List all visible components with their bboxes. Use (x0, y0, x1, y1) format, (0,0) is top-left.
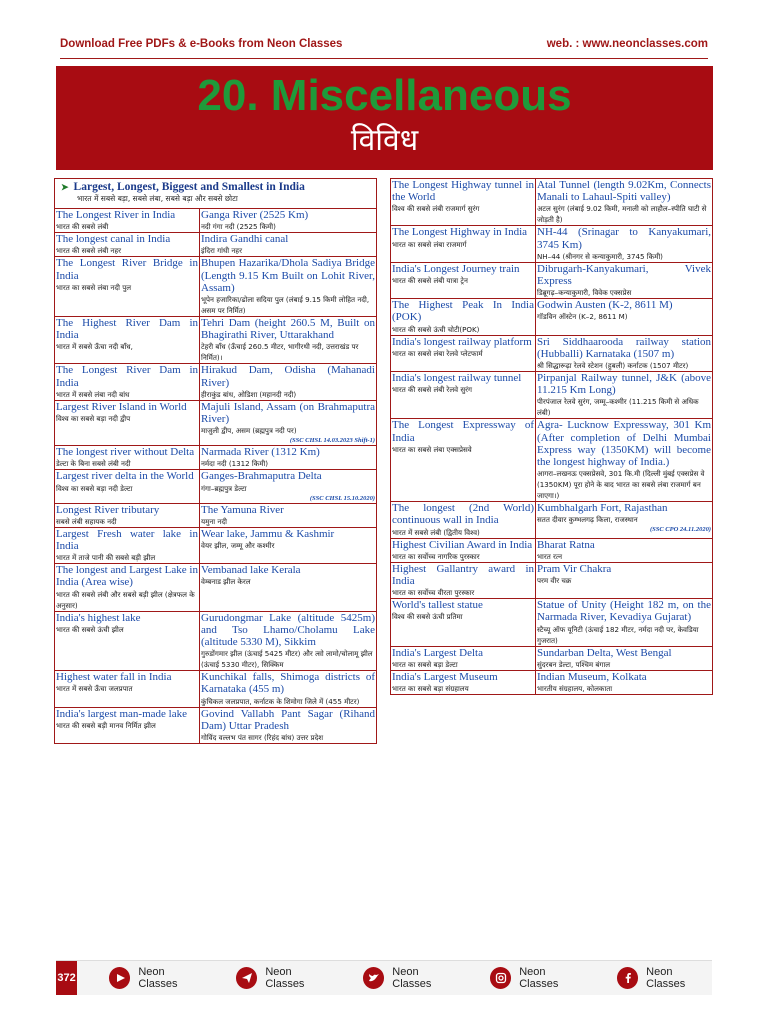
fact-answer-hi: स्टैच्यू ऑफ यूनिटी (ऊंचाई 182 मीटर, नर्मदा नदी पर, केवडिया गुजरात) (537, 624, 699, 645)
fact-row (55, 707, 377, 743)
fact-question-hi: भारत का सबसे लंबा राजमार्ग (392, 239, 467, 249)
fact-row (55, 446, 377, 470)
youtube-icon (109, 967, 130, 989)
fact-question-en: The Longest River Dam in India (56, 364, 198, 389)
fact-question-hi: विश्व का सबसे बड़ा नदी द्वीप (56, 414, 131, 424)
fact-answer-cell (536, 179, 713, 226)
fact-answer-hi: वेयर झील, जम्मू और कश्मीर (201, 541, 275, 551)
fact-answer-cell (200, 527, 377, 563)
fact-answer-en: Indira Gandhi canal (201, 233, 289, 246)
fact-row (55, 470, 377, 503)
fact-question-hi: विश्व का सबसे बड़ा नदी डेल्टा (56, 483, 133, 493)
fact-question-cell (391, 419, 536, 502)
fact-answer-en: The Yamuna River (201, 503, 284, 516)
section-heading (54, 178, 377, 208)
fact-question-hi: भारत का सर्वोच्च वीरता पुरस्कार (392, 588, 475, 598)
fact-answer-cell (200, 564, 377, 611)
fact-question-cell (391, 179, 536, 226)
right-facts-table (390, 178, 713, 695)
fact-question-cell (391, 599, 536, 646)
fact-answer-hi: श्री सिद्धारूढ़ा रेलवे स्टेशन (हुबली) कर्नाटक (1507 मीटर) (537, 361, 689, 371)
fact-question-hi: भारत की सबसे लंबी रेलवे सुरंग (392, 385, 473, 395)
fact-question-hi: भारत की सबसे ऊंची झील (56, 624, 124, 634)
fact-answer-en: Atal Tunnel (length 9.02Km, Connects Manali to Lahaul-Spiti valley) (537, 179, 711, 204)
fact-row (391, 226, 713, 262)
fact-answer-hi: डिब्रूगढ़–कन्याकुमारी, विवेक एक्सप्रेस (537, 288, 632, 298)
chapter-title: 20. Miscellaneous (197, 71, 572, 120)
fact-question-en: The Highest Peak In India (POK) (392, 299, 534, 324)
fact-answer-cell (200, 364, 377, 400)
page-number: 372 (56, 961, 77, 995)
fact-row (391, 372, 713, 419)
fact-answer-hi: टेहरी बाँध (ऊँचाई 260.5 मीटर, भागीरथी नदी, उत्तराखंड पर निर्मित)। (201, 342, 359, 363)
fact-answer-en: Sri Siddhaarooda railway station (Hubballi) Karnataka (1507 m) (537, 335, 711, 360)
fact-question-en: Largest river delta in the World (56, 470, 194, 483)
fact-question-hi: भारत में सबसे लंबी (द्वितीय विश्व) (392, 527, 480, 537)
fact-question-hi: भारत की सबसे लंबी और सबसे बड़ी झील (क्षेत्रफल के अनुसार) (56, 589, 195, 610)
fact-answer-hi: अटल सुरंग (लंबाई 9.02 किमी, मनाली को लाहौल–स्पीति घाटी से जोड़ती है) (537, 204, 707, 225)
fact-question-hi: भारत का सबसे लंबा एक्सप्रेसवे (392, 444, 472, 454)
fact-question-hi: भारत में ताजे पानी की सबसे बड़ी झील (56, 553, 156, 563)
fact-question-en: Largest River Island in World (56, 400, 187, 413)
fact-question-hi: भारत में सबसे लंबा नदी बांध (56, 389, 130, 399)
fact-question-cell (391, 372, 536, 419)
fact-row (391, 646, 713, 670)
fact-question-hi: भारत का सबसे लंबा नदी पुल (56, 282, 132, 292)
footer-twitter[interactable] (363, 966, 458, 990)
fact-question-en: India's Largest Delta (392, 646, 483, 659)
fact-question-hi: विश्व की सबसे ऊंची प्रतिमा (392, 612, 463, 622)
fact-row (55, 364, 377, 400)
fact-answer-en: Agra- Lucknow Expressway, 301 Km (After completion of Delhi Mumbai Express way (1350KM) will become the longest highway of India.) (537, 419, 711, 469)
fact-question-cell (55, 400, 200, 445)
chapter-subtitle: विविध (350, 123, 419, 158)
fact-question-en: India's longest railway platform (392, 335, 532, 348)
fact-question-cell (55, 233, 200, 257)
fact-answer-en: Indian Museum, Kolkata (537, 670, 647, 683)
fact-answer-cell (536, 299, 713, 335)
fact-answer-en: Sundarban Delta, West Bengal (537, 646, 672, 659)
fact-answer-en: Kunchikal falls, Shimoga districts of Karnataka (455 m) (201, 671, 375, 696)
fact-question-en: Longest River tributary (56, 503, 160, 516)
footer-instagram-label: Neon Classes (519, 966, 559, 990)
fact-answer-cell (200, 446, 377, 470)
exam-reference: (SSC CHSL 14.03.2023 Shift-1) (289, 437, 375, 445)
instagram-icon (490, 967, 511, 989)
fact-question-hi: विश्व की सबसे लंबी राजमार्ग सुरंग (392, 204, 480, 214)
fact-question-cell (391, 646, 536, 670)
fact-question-cell (55, 257, 200, 317)
fact-question-cell (391, 299, 536, 335)
fact-answer-hi: सतत दीवार कुम्भलगढ़ किला, राजस्थान (537, 515, 638, 525)
fact-question-hi: भारत की सबसे लंबी नहर (56, 246, 122, 256)
fact-question-hi: भारत में सबसे ऊँचा नदी बाँध, (56, 342, 133, 352)
fact-question-en: India's largest man-made lake (56, 707, 187, 720)
fact-question-hi: भारत का सबसे बड़ा संग्रहालय (392, 684, 469, 694)
fact-row (55, 671, 377, 707)
fact-question-hi: सबसे लंबी सहायक नदी (56, 516, 117, 526)
fact-row (391, 538, 713, 562)
fact-answer-cell (536, 502, 713, 538)
fact-row (55, 233, 377, 257)
fact-row (55, 257, 377, 317)
exam-reference: (SSC CPO 24.11.2020) (649, 526, 711, 534)
footer-telegram[interactable] (236, 966, 331, 990)
fact-answer-en: Majuli Island, Assam (on Brahmaputra River) (201, 400, 375, 426)
fact-row (391, 335, 713, 371)
fact-row (391, 419, 713, 502)
fact-question-en: The longest and Largest Lake in India (Area wise) (56, 564, 198, 589)
fact-question-en: World's tallest statue (392, 599, 483, 612)
fact-row (55, 400, 377, 445)
fact-answer-hi: गॉडविन ऑस्टेन (K–2, 8611 M) (537, 312, 628, 322)
fact-answer-cell (536, 419, 713, 502)
fact-question-cell (55, 671, 200, 707)
fact-question-cell (55, 527, 200, 563)
fact-answer-cell (200, 470, 377, 503)
fact-answer-en: Pram Vir Chakra (537, 562, 612, 575)
fact-row (55, 611, 377, 671)
fact-answer-en: Bhupen Hazarika/Dhola Sadiya Bridge (Length 9.15 Km Built on Lohit River, Assam) (201, 257, 375, 294)
fact-question-cell (55, 564, 200, 611)
fact-answer-cell (200, 257, 377, 317)
fact-answer-hi: भूपेन हजारिका/ढोला सदिया पुल (लंबाई 9.15 किमी लोहित नदी, असम पर निर्मित) (201, 295, 370, 316)
fact-answer-en: Dibrugarh-Kanyakumari, Vivek Express (537, 262, 711, 288)
fact-question-hi: भारत का सर्वोच्च नागरिक पुरस्कार (392, 551, 480, 561)
fact-question-cell (391, 562, 536, 598)
chapter-banner (56, 66, 713, 170)
fact-question-en: Highest Civilian Award in India (392, 538, 533, 551)
section-title-hi: भारत में सबसे बड़ा, सबसे लंबा, सबसे बड़ा और सबसे छोटा (77, 194, 238, 204)
fact-question-en: Highest Gallantry award in India (392, 562, 534, 588)
fact-question-cell (391, 226, 536, 262)
fact-answer-hi: सुंदरबन डेल्टा, पश्चिम बंगाल (537, 659, 611, 669)
fact-answer-en: Gurudongmar Lake (altitude 5425m) and Tso Lhamo/Cholamu Lake (altitude 5330 M), Sikkim (201, 611, 375, 649)
footer-twitter-label: Neon Classes (392, 966, 432, 990)
fact-row (391, 562, 713, 598)
fact-row (391, 599, 713, 646)
fact-question-hi: भारत का सबसे लंबा रेलवे प्लेटफार्म (392, 348, 483, 358)
fact-question-cell (391, 502, 536, 538)
fact-question-en: India's longest railway tunnel (392, 372, 522, 385)
fact-answer-cell (200, 503, 377, 527)
fact-answer-hi: कुंचिकल जलप्रपात, कर्नाटक के शिमोगा जिले में (455 मीटर) (201, 696, 360, 706)
fact-answer-hi: नर्मदा नदी (1312 किमी) (201, 459, 269, 469)
fact-answer-hi: गोविंद वल्लभ पंत सागर (रिहंद बांध) उत्तर प्रदेश (201, 733, 324, 743)
fact-row (391, 262, 713, 298)
fact-question-en: The Longest Highway tunnel in the World (392, 179, 534, 204)
fact-answer-cell (536, 372, 713, 419)
fact-question-cell (55, 209, 200, 233)
fact-question-hi: डेल्टा के बिना सबसे लंबी नदी (56, 459, 131, 469)
fact-answer-hi: NH–44 (श्रीनगर से कन्याकुमारी, 3745 किमी) (537, 251, 663, 261)
right-column (390, 178, 713, 695)
fact-answer-hi: पीरपंजाल रेलवे सुरंग, जम्मू–कश्मीर (11.215 किमी से अधिक लंबी) (537, 397, 699, 418)
fact-question-hi: भारत की सबसे लंबी यात्रा ट्रेन (392, 276, 468, 286)
twitter-icon (363, 967, 384, 989)
fact-answer-en: Narmada River (1312 Km) (201, 446, 320, 459)
footer-youtube[interactable] (109, 966, 204, 990)
footer-bar (56, 960, 712, 995)
fact-answer-hi: गंगा–ब्रह्मपुत्र डेल्टा (201, 483, 247, 493)
fact-question-en: The Longest Highway in India (392, 226, 528, 239)
fact-question-hi: भारत में सबसे ऊँचा जलप्रपात (56, 684, 133, 694)
left-facts-table (54, 208, 377, 744)
fact-answer-cell (536, 599, 713, 646)
fact-question-en: Highest water fall in India (56, 671, 172, 684)
fact-answer-hi: भारतीय संग्रहालय, कोलकाता (537, 684, 613, 694)
top-header-bar (60, 38, 708, 59)
fact-answer-cell (536, 262, 713, 298)
fact-question-cell (55, 317, 200, 364)
fact-question-en: India's highest lake (56, 611, 141, 624)
fact-question-cell (55, 364, 200, 400)
footer-facebook-label: Neon Classes (646, 966, 686, 990)
fact-question-hi: भारत का सबसे बड़ा डेल्टा (392, 659, 458, 669)
fact-question-en: The Longest Expressway of India (392, 419, 534, 444)
fact-answer-en: Statue of Unity (Height 182 m, on the Narmada River, Kevadiya Gujarat) (537, 599, 711, 624)
section-title-en: Largest, Longest, Biggest and Smallest in India (73, 181, 305, 193)
fact-answer-cell (536, 538, 713, 562)
fact-question-cell (391, 335, 536, 371)
fact-row (391, 502, 713, 538)
fact-question-en: The longest canal in India (56, 233, 171, 246)
fact-answer-en: Vembanad lake Kerala (201, 564, 301, 577)
fact-answer-cell (536, 670, 713, 694)
fact-row (55, 317, 377, 364)
fact-question-cell (55, 503, 200, 527)
fact-answer-hi: परम वीर चक्र (537, 576, 572, 586)
fact-answer-hi: यमुना नदी (201, 516, 227, 526)
fact-question-hi: भारत की सबसे ऊंची चोटी(POK) (392, 324, 480, 334)
fact-answer-hi: गुरुडोंगमार झील (ऊंचाई 5425 मीटर) और त्सो लामो/चोलामू झील (ऊंचाई 5330 मीटर), सिक्किम (201, 649, 373, 670)
fact-row (391, 299, 713, 335)
telegram-icon (236, 967, 257, 989)
fact-answer-hi: नदी गंगा नदी (2525 किमी) (201, 222, 276, 232)
fact-row (55, 209, 377, 233)
fact-question-cell (55, 446, 200, 470)
fact-answer-cell (200, 400, 377, 445)
fact-answer-cell (200, 317, 377, 364)
header-website-text[interactable]: web. : www.neonclasses.com (546, 38, 708, 50)
fact-row (55, 527, 377, 563)
fact-question-cell (391, 538, 536, 562)
header-download-text: Download Free PDFs & e-Books from Neon Classes (60, 38, 343, 50)
facebook-icon (617, 967, 638, 989)
footer-instagram[interactable] (490, 966, 585, 990)
fact-question-hi: भारत की सबसे बड़ी मानव निर्मित झील (56, 720, 156, 730)
fact-question-cell (55, 707, 200, 743)
fact-answer-hi: इंदिरा गांधी नहर (201, 246, 242, 256)
fact-question-cell (391, 262, 536, 298)
fact-question-en: India's Longest Journey train (392, 262, 520, 275)
fact-question-en: India's Largest Museum (392, 670, 498, 683)
fact-row (391, 179, 713, 226)
fact-row (391, 670, 713, 694)
fact-answer-cell (536, 226, 713, 262)
fact-answer-hi: हीराकुंड बांध, ओडिशा (महानदी नदी) (201, 389, 297, 399)
fact-question-en: The Highest River Dam in India (56, 317, 198, 342)
fact-answer-en: Godwin Austen (K-2, 8611 M) (537, 299, 673, 312)
footer-telegram-label: Neon Classes (265, 966, 305, 990)
fact-answer-en: Ganga River (2525 Km) (201, 209, 309, 221)
fact-answer-cell (200, 671, 377, 707)
footer-youtube-label: Neon Classes (138, 966, 178, 990)
fact-question-en: The Longest River Bridge in India (56, 257, 198, 282)
fact-answer-en: Tehri Dam (height 260.5 M, Built on Bhagirathi River, Uttarakhand (201, 317, 375, 342)
fact-answer-en: Pirpanjal Railway tunnel, J&K (above 11.215 Km Long) (537, 372, 711, 397)
fact-question-hi: भारत की सबसे लंबी (56, 222, 109, 232)
fact-answer-cell (200, 707, 377, 743)
fact-row (55, 564, 377, 611)
fact-answer-hi: भारत रत्न (537, 551, 563, 561)
arrow-bullet-icon: ➤ (61, 182, 69, 192)
fact-question-en: The Longest River in India (56, 209, 176, 221)
fact-answer-en: Ganges-Brahmaputra Delta (201, 470, 322, 483)
fact-answer-cell (200, 233, 377, 257)
fact-question-en: The longest river without Delta (56, 446, 195, 459)
fact-answer-cell (536, 562, 713, 598)
fact-answer-hi: माजुली द्वीप, असम (ब्रह्मपुत्र नदी पर) (201, 426, 297, 436)
footer-facebook[interactable] (617, 966, 712, 990)
fact-answer-cell (536, 335, 713, 371)
fact-answer-en: NH-44 (Srinagar to Kanyakumari, 3745 Km) (537, 226, 711, 251)
left-column (54, 178, 377, 744)
fact-question-cell (391, 670, 536, 694)
fact-question-en: Largest Fresh water lake in India (56, 527, 198, 553)
fact-answer-cell (200, 209, 377, 233)
fact-answer-en: Hirakud Dam, Odisha (Mahanadi River) (201, 364, 375, 389)
fact-answer-en: Wear lake, Jammu & Kashmir (201, 527, 335, 540)
fact-row (55, 503, 377, 527)
fact-answer-cell (200, 611, 377, 671)
fact-answer-hi: वेम्बनाड झील केरल (201, 577, 251, 587)
exam-reference: (SSC CHSL 15.10.2020) (309, 494, 375, 502)
fact-answer-hi: आगरा–लखनऊ एक्सप्रेसवे, 301 कि.मी (दिल्ली मुंबई एक्सप्रेस वे (1350KM) पूरा होने के बाद भारत का सबसे लंबा राजमार्ग बन जाएगा।) (537, 469, 705, 501)
fact-answer-en: Govind Vallabh Pant Sagar (Rihand Dam) Uttar Pradesh (201, 707, 375, 732)
fact-answer-cell (536, 646, 713, 670)
fact-question-en: The longest (2nd World) continuous wall in India (392, 502, 534, 527)
fact-answer-en: Bharat Ratna (537, 538, 595, 551)
fact-question-cell (55, 470, 200, 503)
fact-answer-en: Kumbhalgarh Fort, Rajasthan (537, 502, 668, 515)
fact-question-cell (55, 611, 200, 671)
